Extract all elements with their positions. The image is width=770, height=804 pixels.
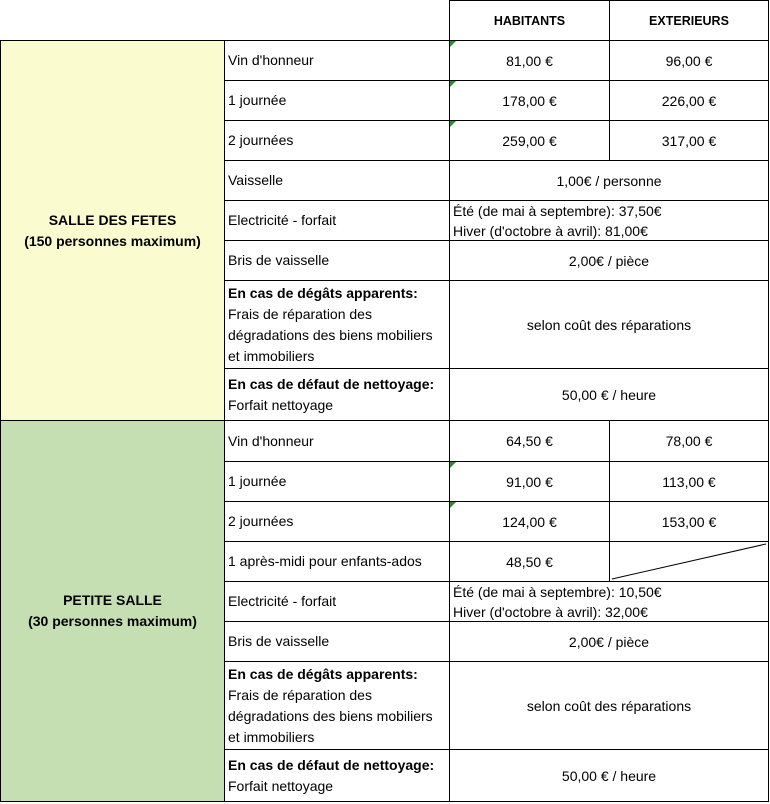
degats-line: dégradations des biens mobiliers (228, 326, 433, 343)
section-title: PETITE SALLE (63, 592, 162, 608)
row-label-nettoyage (224, 749, 450, 802)
row-label-degats (224, 661, 450, 750)
nettoyage-sub: Forfait nettoyage (228, 777, 334, 794)
degats-title: En cas de dégâts apparents: (228, 665, 418, 682)
bris-value: 2,00€ / pièce (449, 621, 769, 662)
section-petite-salle (0, 420, 225, 802)
nettoyage-title: En cas de défaut de nettoyage: (228, 756, 435, 773)
section-salle-des-fetes (0, 40, 225, 421)
degats-line: et immobiliers (228, 347, 315, 364)
price-exterieurs: 96,00 € (609, 40, 769, 81)
electricite-ete: Été (de mai à septembre): 10,50€ (453, 583, 662, 600)
electricite-value (449, 200, 769, 241)
row-label-1-journee: 1 journée (224, 461, 450, 502)
row-label-2-journees: 2 journées (224, 120, 450, 161)
price-habitants: 259,00 € (449, 120, 610, 161)
price-exterieurs: 78,00 € (609, 420, 769, 462)
section-subtitle: (150 personnes maximum) (24, 232, 201, 249)
degats-line: dégradations des biens mobiliers (228, 707, 433, 724)
price-habitants: 91,00 € (449, 461, 610, 502)
degats-value: selon coût des réparations (449, 280, 769, 369)
row-label-degats (224, 280, 450, 369)
degats-value: selon coût des réparations (449, 661, 769, 750)
nettoyage-sub: Forfait nettoyage (228, 396, 334, 413)
degats-title: En cas de dégâts apparents: (228, 284, 418, 301)
comment-marker (450, 121, 456, 127)
row-label-electricite: Electricité - forfait (224, 581, 450, 622)
header-habitants: HABITANTS (449, 0, 610, 41)
not-applicable-cell (609, 541, 769, 582)
nettoyage-title: En cas de défaut de nettoyage: (228, 375, 435, 392)
row-label-vin-honneur: Vin d'honneur (224, 420, 450, 462)
electricite-value (449, 581, 769, 622)
price-habitants: 64,50 € (449, 420, 610, 462)
price-habitants: 48,50 € (449, 541, 610, 582)
price-exterieurs: 113,00 € (609, 461, 769, 502)
electricite-hiver: Hiver (d'octobre à avril): 32,00€ (453, 603, 648, 620)
row-label-electricite: Electricité - forfait (224, 200, 450, 241)
comment-marker (450, 462, 456, 468)
row-label-1-journee: 1 journée (224, 80, 450, 121)
row-label-bris-vaisselle: Bris de vaisselle (224, 621, 450, 662)
degats-line: Frais de réparation des (228, 305, 372, 322)
vaisselle-value: 1,00€ / personne (449, 160, 769, 201)
degats-line: et immobiliers (228, 728, 315, 745)
electricite-hiver: Hiver (d'octobre à avril): 81,00€ (453, 222, 648, 239)
row-label-nettoyage (224, 368, 450, 421)
price-exterieurs: 153,00 € (609, 501, 769, 542)
comment-marker (450, 81, 456, 87)
price-habitants: 124,00 € (449, 501, 610, 542)
section-title: SALLE DES FETES (48, 211, 177, 228)
header-exterieurs: EXTERIEURS (609, 0, 769, 41)
price-exterieurs: 226,00 € (609, 80, 769, 121)
comment-marker (450, 502, 456, 508)
nettoyage-value: 50,00 € / heure (449, 749, 769, 802)
electricite-ete: Été (de mai à septembre): 37,50€ (453, 202, 662, 219)
bris-value: 2,00€ / pièce (449, 240, 769, 281)
row-label-apres-midi: 1 après-midi pour enfants-ados (224, 541, 450, 582)
nettoyage-value: 50,00 € / heure (449, 368, 769, 421)
section-subtitle: (30 personnes maximum) (28, 613, 197, 629)
diagonal-strike (610, 542, 768, 581)
degats-line: Frais de réparation des (228, 686, 372, 703)
price-habitants: 81,00 € (449, 40, 610, 81)
price-habitants: 178,00 € (449, 80, 610, 121)
row-label-vin-honneur: Vin d'honneur (224, 40, 450, 81)
row-label-vaisselle: Vaisselle (224, 160, 450, 201)
price-exterieurs: 317,00 € (609, 120, 769, 161)
comment-marker (450, 41, 456, 47)
row-label-bris-vaisselle: Bris de vaisselle (224, 240, 450, 281)
row-label-2-journees: 2 journées (224, 501, 450, 542)
